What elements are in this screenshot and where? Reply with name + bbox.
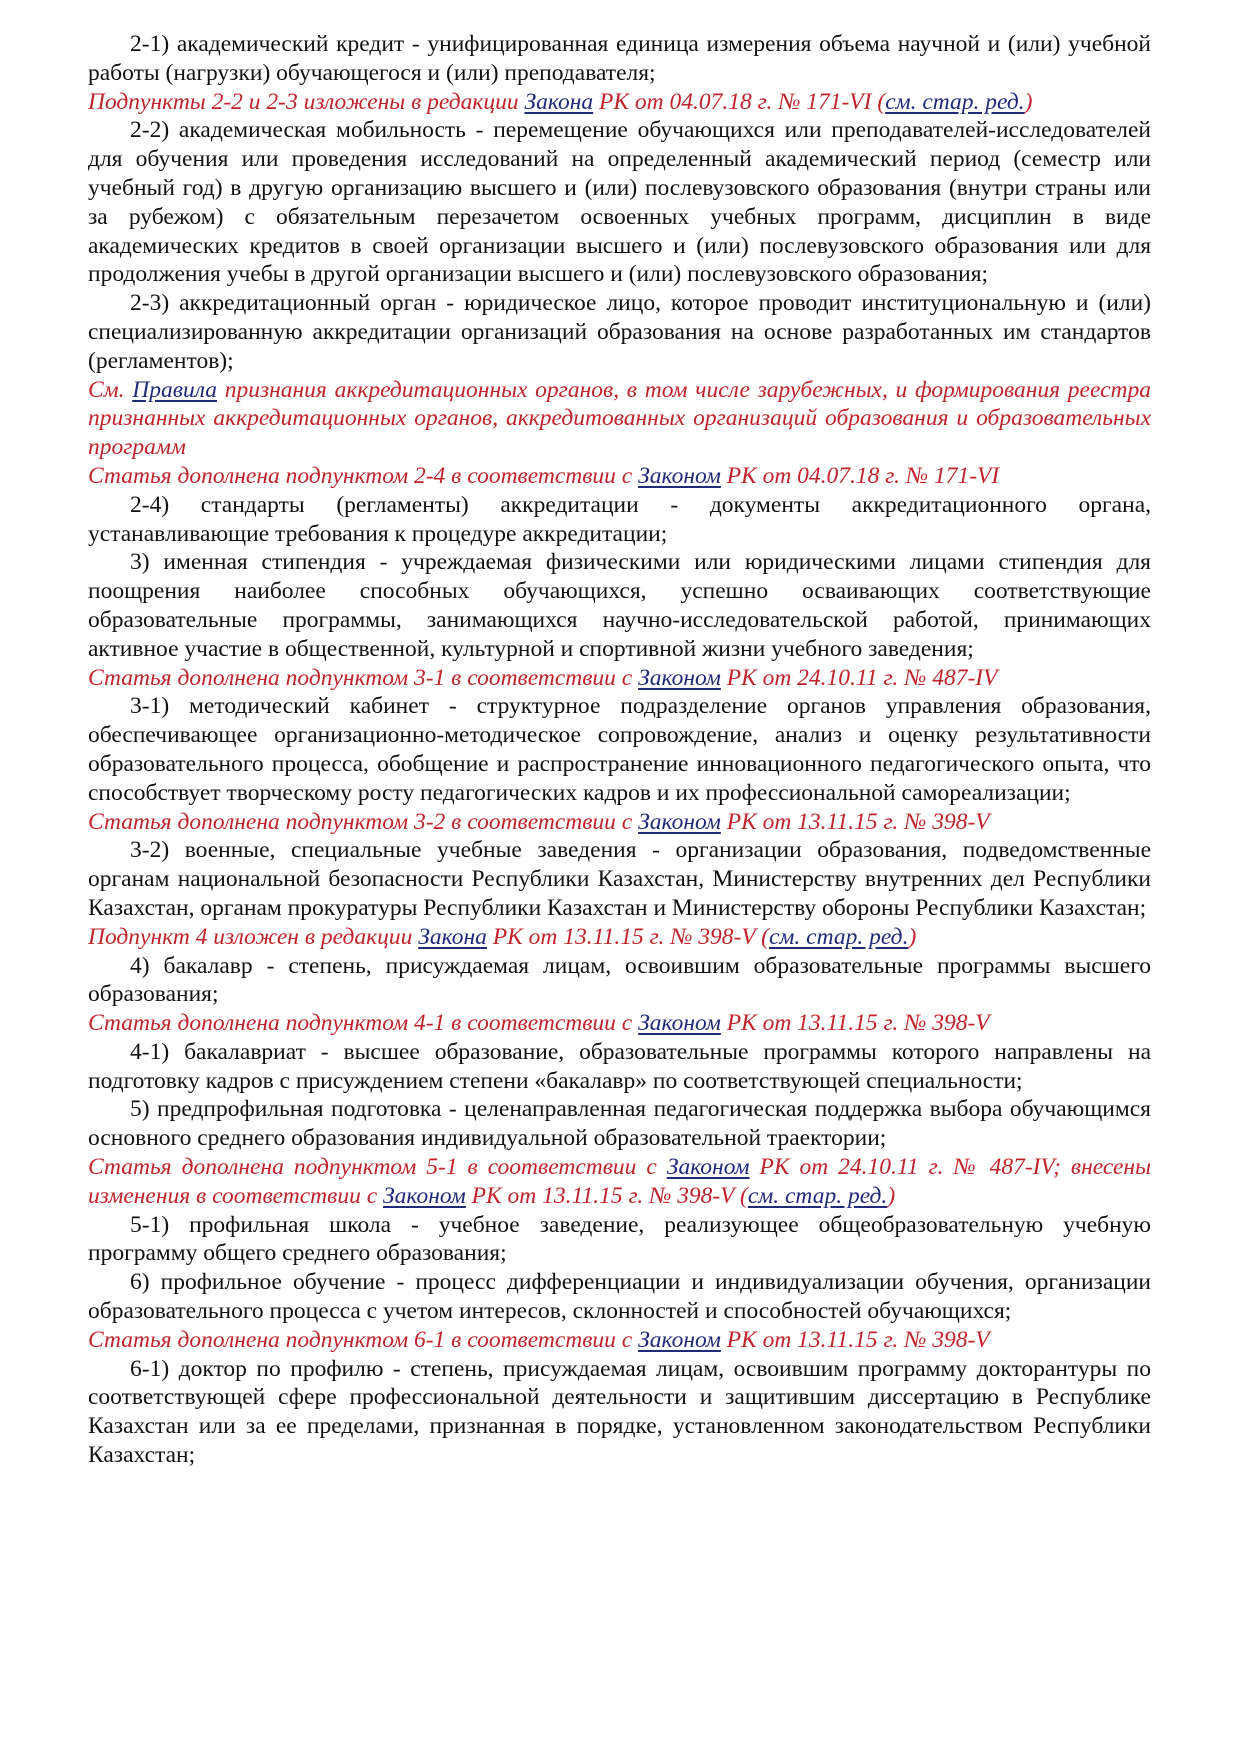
note-text: РК от 13.11.15 г. № 398-V: [720, 1010, 990, 1037]
document-page: [88, 30, 1151, 1470]
old-edition-link[interactable]: см. стар. ред.: [768, 923, 909, 950]
law-link[interactable]: Законом: [666, 1154, 750, 1181]
note-text: Подпункт 4 изложен в редакции: [88, 923, 419, 950]
note-text: Статья дополнена подпунктом 3-2 в соответствии с: [88, 808, 639, 835]
law-link[interactable]: Законом: [383, 1182, 466, 1209]
definition-5: 5) предпрофильная подготовка - целенаправленная педагогическая поддержка выбора обучающимся основного среднего образования индивидуальной образовательной траектории;: [88, 1096, 1151, 1152]
note-text: РК от 13.11.15 г. № 398-V: [720, 808, 990, 835]
note-text: РК от 24.10.11 г. № 487-IV: [720, 664, 998, 691]
note-text: ): [1024, 88, 1033, 115]
law-link[interactable]: Закона: [524, 88, 594, 115]
old-edition-link[interactable]: см. стар. ред.: [747, 1182, 888, 1209]
law-link[interactable]: Законом: [638, 808, 721, 835]
note-text: См.: [88, 376, 133, 403]
amendment-note-4: [88, 923, 1151, 952]
note-text: РК от 13.11.15 г. № 398-V (: [465, 1182, 748, 1209]
definition-4: 4) бакалавр - степень, присуждаемая лицам, освоившим образовательные программы высшего образования;: [88, 952, 1151, 1008]
definition-2-3: 2-3) аккредитационный орган - юридическое лицо, которое проводит институциональную и (или) специализированную аккредитации организаций образования на основе разработанных им стандартов (регламентов);: [88, 290, 1151, 374]
definition-2-4: 2-4) стандарты (регламенты) аккредитации - документы аккредитационного органа, устанавливающие требования к процедуре аккредитации;: [88, 491, 1151, 547]
amendment-note-6-1: [88, 1326, 1151, 1355]
note-text: РК от 13.11.15 г. № 398-V (: [486, 923, 769, 950]
amendment-note-3-1: [88, 664, 1151, 693]
note-text: Статья дополнена подпунктом 6-1 в соответствии с: [88, 1326, 639, 1353]
see-rules-note: [88, 376, 1151, 462]
note-text: Статья дополнена подпунктом 3-1 в соответствии с: [88, 664, 639, 691]
definition-2-2: 2-2) академическая мобильность - перемещение обучающихся или преподавателей-исследователей для обучения или проведения исследований на определенный академический период (семестр или учебный год) в другую организацию высшего и (или) послевузовского образования (внутри страны или за рубежом) с обязательным перезачетом освоенных учебных программ, дисциплин в виде академических кредитов в своей организации высшего и (или) послевузовского образования или для продолжения учебы в другой организации высшего и (или) послевузовского образования;: [88, 117, 1151, 288]
note-text: РК от 04.07.18 г. № 171-VI: [720, 462, 1000, 489]
note-text: Статья дополнена подпунктом 4-1 в соответствии с: [88, 1010, 639, 1037]
definition-3: 3) именная стипендия - учреждаемая физическими или юридическими лицами стипендия для поощрения наиболее способных обучающихся, успешно осваивающих соответствующие образовательные программы, занимающихся научно-исследовательской работой, принимающих активное участие в общественной, культурной и спортивной жизни учебного заведения;: [88, 549, 1151, 662]
note-text: Статья дополнена подпунктом 5-1 в соответствии с: [88, 1154, 667, 1181]
note-text: РК от 24.10.11 г. № 487-IV; внесены изменения в соответствии с: [88, 1154, 1151, 1209]
definition-3-1: 3-1) методический кабинет - структурное подразделение органов управления образования, обеспечивающее организационно-методическое сопровождение, анализ и оценку результативности образовательного процесса, обобщение и распространение инновационного педагогического опыта, что способствует творческому росту педагогических кадров и их профессиональной самореализации;: [88, 693, 1151, 806]
definition-6: 6) профильное обучение - процесс дифференциации и индивидуализации обучения, организации образовательного процесса с учетом интересов, склонностей и способностей обучающихся;: [88, 1269, 1151, 1325]
note-text: Статья дополнена подпунктом 2-4 в соответствии с: [88, 462, 639, 489]
law-link[interactable]: Законом: [638, 462, 721, 489]
amendment-note-2-4: [88, 462, 1151, 491]
law-link[interactable]: Законом: [638, 1010, 721, 1037]
definition-5-1: 5-1) профильная школа - учебное заведение, реализующее общеобразовательную учебную программу общего среднего образования;: [88, 1211, 1151, 1267]
old-edition-link[interactable]: см. стар. ред.: [885, 88, 1025, 115]
law-link[interactable]: Законом: [638, 1326, 721, 1353]
amendment-note-2-2-2-3: [88, 88, 1151, 117]
amendment-note-5-1: [88, 1153, 1151, 1211]
definition-3-2: 3-2) военные, специальные учебные заведения - организации образования, подведомственные органам национальной безопасности Республики Казахстан, Министерству внутренних дел Республики Казахстан, органам прокуратуры Республики Казахстан и Министерству обороны Республики Казахстан;: [88, 837, 1151, 921]
amendment-note-4-1: [88, 1009, 1151, 1038]
definition-4-1: 4-1) бакалавриат - высшее образование, образовательные программы которого направлены на подготовку кадров с присуждением степени «бакалавр» по соответствующей специальности;: [88, 1038, 1151, 1094]
note-text: Подпункты 2-2 и 2-3 изложены в редакции: [88, 88, 525, 115]
note-text: РК от 13.11.15 г. № 398-V: [720, 1326, 990, 1353]
note-text: признания аккредитационных органов, в том числе зарубежных, и формирования реестра признанных аккредитационных органов, аккредитованных организаций образования и образовательных программ: [88, 376, 1152, 461]
definition-2-1: 2-1) академический кредит - унифицированная единица измерения объема научной и (или) учебной работы (нагрузки) обучающегося и (или) преподавателя;: [88, 31, 1151, 86]
law-link[interactable]: Законом: [638, 664, 721, 691]
note-text: ): [908, 923, 917, 950]
note-text: РК от 04.07.18 г. № 171-VI (: [593, 88, 886, 115]
amendment-note-3-2: [88, 808, 1151, 837]
rules-link[interactable]: Правила: [132, 376, 217, 403]
note-text: ): [887, 1182, 896, 1209]
definition-6-1: 6-1) доктор по профилю - степень, присуждаемая лицам, освоившим программу докторантуры по соответствующей сфере профессиональной деятельности и защитившим диссертацию в Республике Казахстан или за ее пределами, признанная в порядке, установленном законодательством Республики Казахстан;: [88, 1355, 1151, 1469]
law-link[interactable]: Закона: [418, 923, 487, 950]
